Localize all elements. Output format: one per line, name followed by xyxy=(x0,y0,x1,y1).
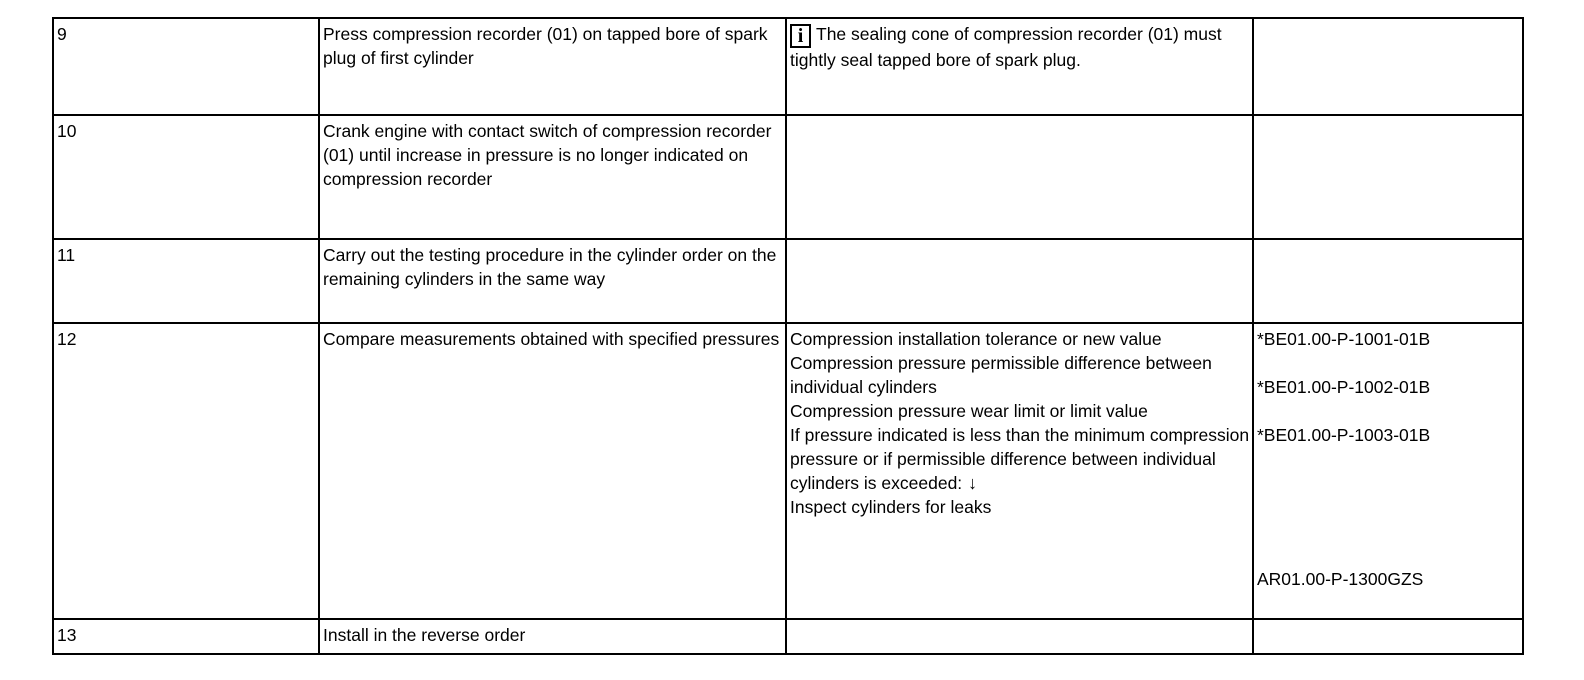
step-description: Crank engine with contact switch of compression recorder (01) until increase in pressure is no longer indicated on compression recorder xyxy=(319,115,786,239)
reference-link[interactable]: *BE01.00-P-1003-01B xyxy=(1257,425,1431,445)
condition-text: If pressure indicated is less than the minimum compression pressure or if permissible difference between individual cylinders is exceeded: xyxy=(790,425,1250,493)
step-note xyxy=(786,619,1253,654)
step-note xyxy=(786,18,1253,115)
spec-item: Compression pressure wear limit or limit value xyxy=(790,401,1148,421)
reference-link[interactable]: *BE01.00-P-1002-01B xyxy=(1257,377,1431,397)
step-reference xyxy=(1253,323,1523,619)
step-reference xyxy=(1253,18,1523,115)
condition-item xyxy=(790,423,1250,495)
table-row xyxy=(53,18,1523,115)
note-text: The sealing cone of compression recorder (01) must tightly seal tapped bore of spark plug. xyxy=(790,24,1222,70)
step-description: Compare measurements obtained with specified pressures xyxy=(319,323,786,619)
procedure-table xyxy=(52,17,1524,655)
spec-item: Compression installation tolerance or new value xyxy=(790,329,1162,349)
step-number: 12 xyxy=(53,323,319,619)
step-number: 13 xyxy=(53,619,319,654)
step-description: Carry out the testing procedure in the cylinder order on the remaining cylinders in the same way xyxy=(319,239,786,323)
table-row xyxy=(53,239,1523,323)
step-description: Install in the reverse order xyxy=(319,619,786,654)
step-reference xyxy=(1253,115,1523,239)
action-item: Inspect cylinders for leaks xyxy=(790,497,992,517)
spec-item: Compression pressure permissible difference between individual cylinders xyxy=(790,353,1212,397)
step-note xyxy=(786,115,1253,239)
step-reference xyxy=(1253,619,1523,654)
table-row xyxy=(53,115,1523,239)
step-note xyxy=(786,239,1253,323)
step-reference xyxy=(1253,239,1523,323)
info-icon: i xyxy=(790,24,811,48)
reference-link[interactable]: *BE01.00-P-1001-01B xyxy=(1257,329,1431,349)
step-note xyxy=(786,323,1253,619)
table-row xyxy=(53,619,1523,654)
step-number: 9 xyxy=(53,18,319,115)
step-number: 11 xyxy=(53,239,319,323)
arrow-down-icon: ↓ xyxy=(968,473,978,493)
step-description: Press compression recorder (01) on tapped bore of spark plug of first cylinder xyxy=(319,18,786,115)
table-row xyxy=(53,323,1523,619)
reference-link[interactable]: AR01.00-P-1300GZS xyxy=(1257,569,1424,589)
step-number: 10 xyxy=(53,115,319,239)
